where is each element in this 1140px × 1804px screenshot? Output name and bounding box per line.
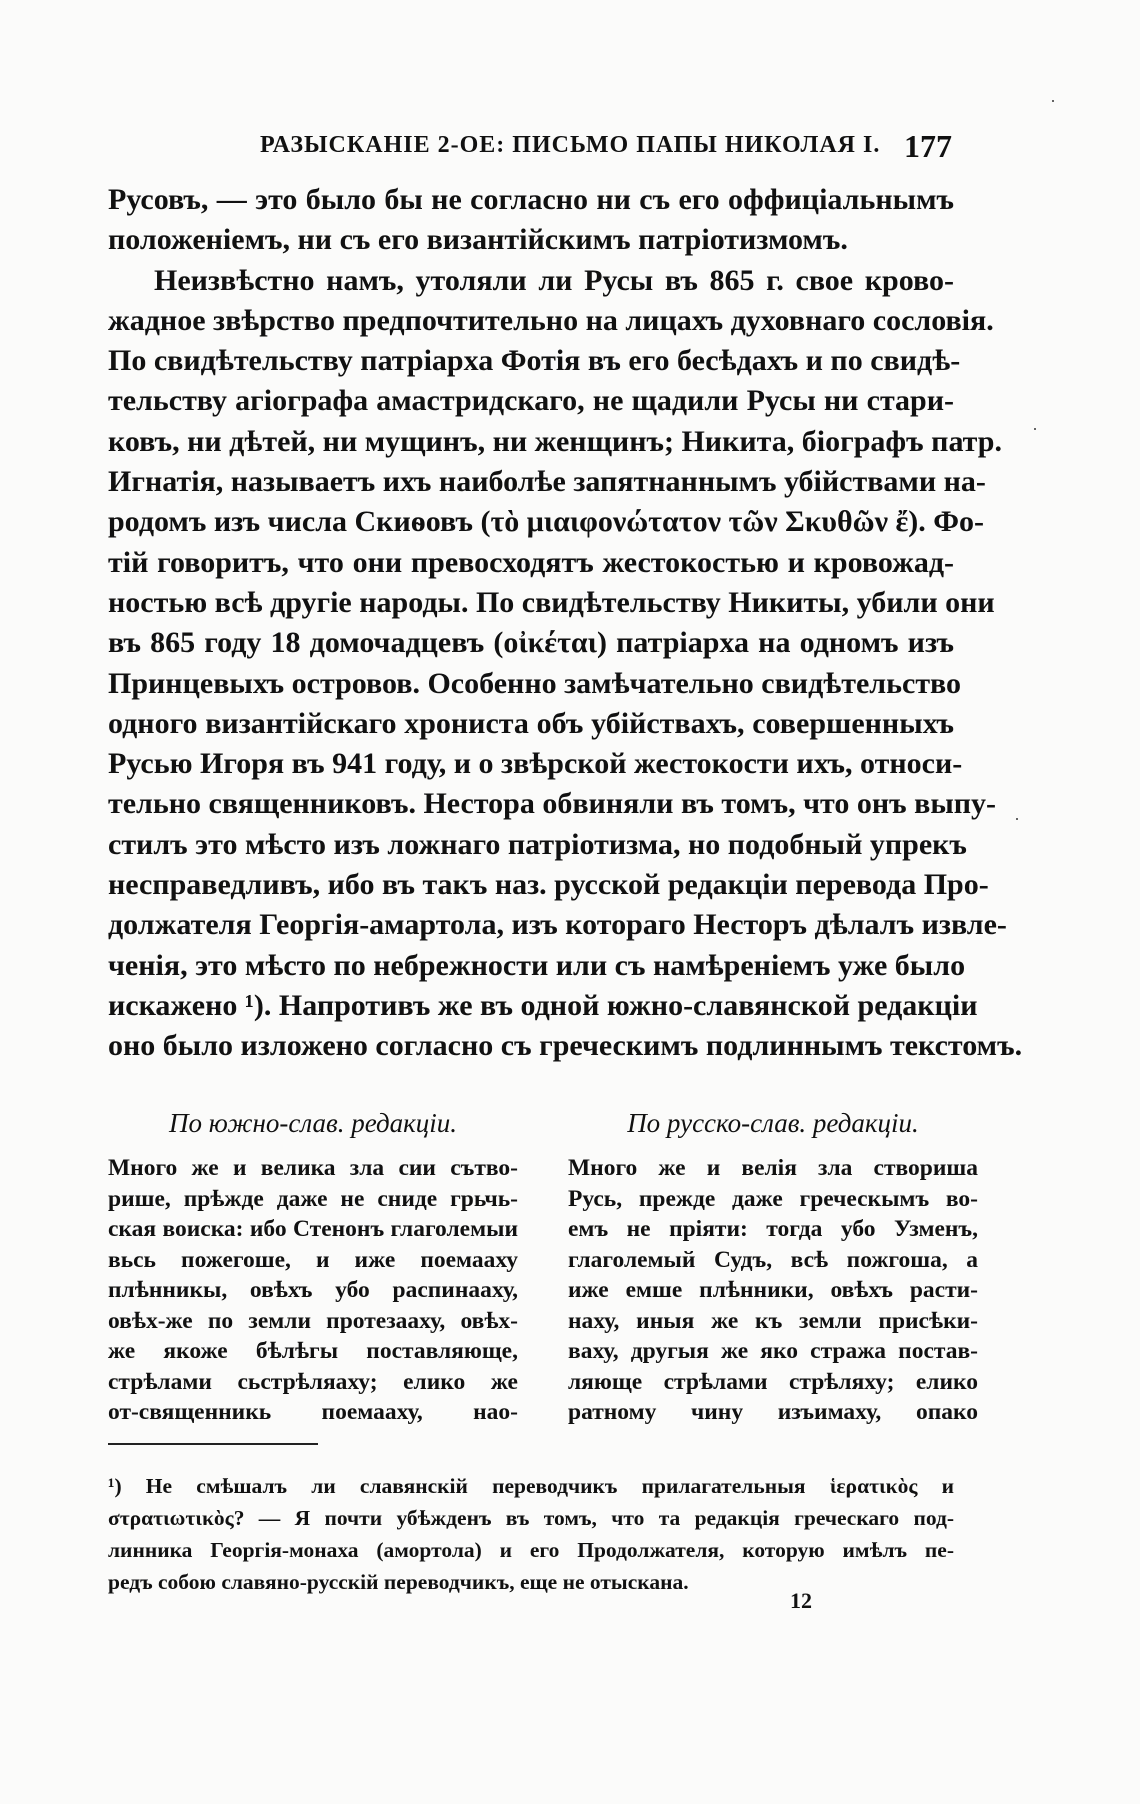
column-line: ваху, другыя же яко стража постав-	[568, 1338, 978, 1364]
text-line: Неизвѣстно намъ, утоляли ли Русы въ 865 г. свое крово-	[154, 263, 954, 297]
text-line: По свидѣтельству патріарха Фотія въ его бесѣдахъ и по свидѣ-	[108, 344, 961, 378]
right-column-title: По русско-слав. редакціи.	[627, 1108, 919, 1138]
footnote-line: στρατιωτικὸς? — Я почти убѣжденъ въ томъ, что та редакція греческаго под-	[108, 1506, 954, 1530]
column-line: овѣх-же по земли протезааху, овѣх-	[108, 1307, 518, 1334]
column-line: емъ не пріяти: тогда убо Узменъ,	[568, 1216, 978, 1242]
print-speck	[1016, 818, 1018, 820]
footnote-line: линника Георгія-монаха (амортола) и его Продолжателя, которую имѣлъ пе-	[108, 1538, 954, 1562]
text-line: родомъ изъ числа Скиѳовъ (τὸ μιαιφονώτατον τῶν Σκυθῶν ἔ). Фо-	[108, 505, 985, 539]
column-line: наху, иныя же къ земли присѣки-	[568, 1307, 978, 1334]
text-line: тельству агіографа амастридскаго, не щадили Русы ни стари-	[108, 384, 954, 418]
right-column	[568, 1108, 978, 1428]
text-line: искажено ¹). Напротивъ же въ одной южно-славянской редакціи	[108, 988, 978, 1022]
column-line: плѣнникы, овѣхъ убо распинааху,	[108, 1277, 518, 1303]
column-line: иже емше плѣнники, овѣхъ расти-	[568, 1277, 978, 1303]
column-line: ская воиска: ибо Стенонъ глаголемыи	[108, 1216, 518, 1242]
text-line: ковъ, ни дѣтей, ни мущинъ, ни женщинъ; Никита, біографъ патр.	[108, 424, 1002, 458]
column-line: Много же и велія зла створиша	[568, 1155, 978, 1181]
text-line: жадное звѣрство предпочтительно на лицахъ духовнаго сословія.	[108, 303, 994, 337]
column-line: Русь, прежде даже греческымъ во-	[568, 1185, 978, 1212]
column-line: Много же и велика зла сии сътво-	[108, 1155, 518, 1181]
text-line: положеніемъ, ни съ его византійскимъ патріотизмомъ.	[108, 223, 848, 257]
main-text	[108, 180, 1023, 1067]
text-line: ченія, это мѣсто по небрежности или съ намѣреніемъ уже было	[108, 948, 966, 982]
text-line: должателя Георгія-амартола, изъ котораго Несторъ дѣлалъ извле-	[108, 908, 1007, 942]
print-speck	[1034, 428, 1036, 430]
text-line: Русовъ, — это было бы не согласно ни съ его оффиціальнымъ	[108, 183, 954, 216]
text-line: ностью всѣ другіе народы. По свидѣтельству Никиты, убили они	[108, 585, 995, 619]
column-line: же якоже бѣлѣгы поставляюще,	[108, 1338, 518, 1364]
footnote-line: редъ собою славяно-русскій переводчикъ, еще не отыскана.	[108, 1570, 689, 1594]
text-line: оно было изложено согласно съ греческимъ подлиннымъ текстомъ.	[108, 1029, 1023, 1063]
page-header	[260, 128, 960, 168]
signature-mark: 12	[790, 1588, 812, 1613]
text-line: въ 865 году 18 домочадцевъ (οἰκέται) патріарха на одномъ изъ	[108, 626, 954, 660]
footnote-line: ¹) Не смѣшалъ ли славянскій переводчикъ прилагательныя ἱερατικὸς и	[108, 1474, 954, 1498]
column-line: глаголемый Судъ, всѣ пожгоша, а	[568, 1246, 978, 1273]
page-number: 177	[904, 128, 952, 164]
text-line: Игнатія, называетъ ихъ наиболѣе запятнаннымъ убійствами на-	[108, 465, 986, 499]
column-line: рише, прѣжде даже не сниде грьчь-	[108, 1185, 518, 1212]
print-speck	[1052, 100, 1054, 102]
text-line: несправедливъ, ибо въ такъ наз. русской редакціи перевода Про-	[108, 868, 989, 902]
column-line: ляюще стрѣлами стрѣляху; елико	[568, 1368, 978, 1395]
text-line: Принцевыхъ островов. Особенно замѣчательно свидѣтельство	[108, 666, 962, 700]
footnote-rule	[108, 1443, 318, 1445]
left-column	[108, 1108, 518, 1428]
text-line: тій говоритъ, что они превосходятъ жестокостью и кровожад-	[108, 545, 954, 579]
column-line: вьсь пожегоше, и иже поемааху	[108, 1246, 518, 1273]
column-line: от-священникь поемааху, нао-	[108, 1399, 518, 1425]
left-column-title: По южно-слав. редакціи.	[168, 1108, 458, 1138]
text-line: Русью Игоря въ 941 году, и о звѣрской жестокости ихъ, относи-	[108, 747, 963, 781]
text-line: тельно священниковъ. Нестора обвиняли въ томъ, что онъ выпу-	[108, 787, 997, 821]
column-line: стрѣлами сьстрѣляаху; елико же	[108, 1368, 518, 1395]
footnote	[108, 1470, 954, 1598]
text-line: стилъ это мѣсто изъ ложнаго патріотизма, но подобный упрекъ	[108, 827, 967, 861]
running-head: РАЗЫСКАНІЕ 2-ОЕ: ПИСЬМО ПАПЫ НИКОЛАЯ I.	[260, 132, 881, 158]
text-line: одного византійскаго хрониста объ убійствахъ, совершенныхъ	[108, 706, 954, 740]
parallel-columns	[108, 1108, 978, 1428]
column-line: ратному чину изъимаху, опако	[568, 1399, 978, 1425]
